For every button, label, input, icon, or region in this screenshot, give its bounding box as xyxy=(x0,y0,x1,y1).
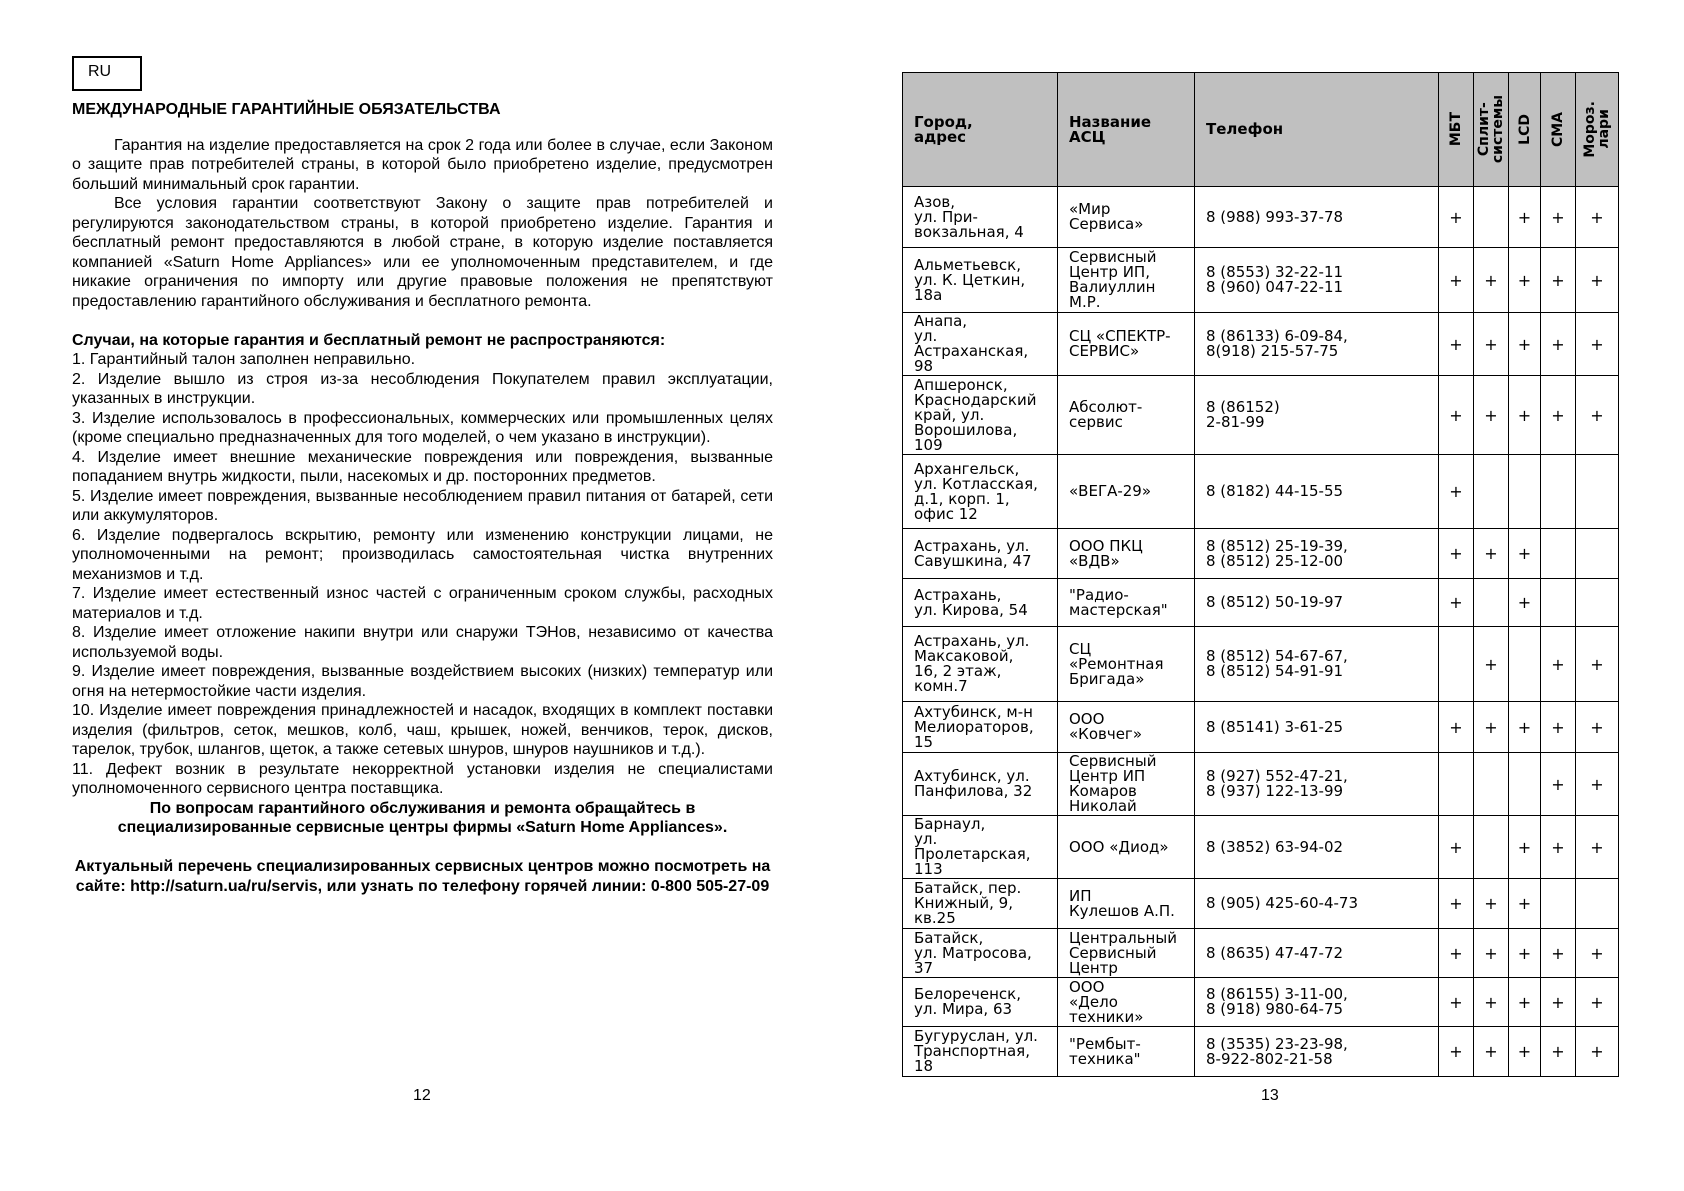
cell-availability-mark: + xyxy=(1541,376,1576,455)
cell-name: Сервисный Центр ИП, Валиуллин М.Р. xyxy=(1058,248,1195,313)
table-row xyxy=(903,376,1619,455)
exclusion-item: 1. Гарантийный талон заполнен неправильно. xyxy=(72,351,416,368)
contact-note: По вопросам гарантийного обслуживания и ремонта обращайтесь в специализированные сервисные центры фирмы «Saturn Home Appliances». xyxy=(117,799,728,836)
cell-availability-mark xyxy=(1576,455,1619,529)
cell-name: ООО ПКЦ «ВДВ» xyxy=(1058,529,1195,579)
cell-name: "Радио- мастерская" xyxy=(1058,579,1195,627)
exclusion-item: 10. Изделие имеет повреждения принадлежностей и насадок, входящих в комплект поставки изделия (фильтров, сеток, мешков, колб, чаш, крышек, ножей, венчиков, терок, дисков, тарелок, трубок, шлангов, щеток, а также сетевых шнуров, шнуров наушников и т.д.). xyxy=(72,702,773,758)
cell-name: Абсолют- сервис xyxy=(1058,376,1195,455)
cell-availability-mark xyxy=(1541,529,1576,579)
header-sma: СМА xyxy=(1550,111,1566,148)
cell-name: ООО «Диод» xyxy=(1058,816,1195,879)
cell-availability-mark: + xyxy=(1439,248,1474,313)
cell-availability-mark: + xyxy=(1439,879,1474,929)
cell-city: Апшеронск, Краснодарский край, ул. Ворошилова, 109 xyxy=(903,376,1058,455)
cell-phone: 8 (3535) 23-23-98, 8-922-802-21-58 xyxy=(1195,1027,1439,1077)
cell-name: Сервисный Центр ИП Комаров Николай xyxy=(1058,753,1195,816)
cell-availability-mark: + xyxy=(1576,702,1619,753)
cell-city: Бугуруслан, ул. Транспортная, 18 xyxy=(903,1027,1058,1077)
cell-availability-mark: + xyxy=(1541,978,1576,1027)
cell-availability-mark: + xyxy=(1474,702,1509,753)
table-row xyxy=(903,627,1619,702)
cell-availability-mark: + xyxy=(1439,1027,1474,1077)
cell-city: Барнаул, ул. Пролетарская, 113 xyxy=(903,816,1058,879)
cell-availability-mark: + xyxy=(1509,376,1541,455)
cell-availability-mark: + xyxy=(1541,753,1576,816)
cell-availability-mark: + xyxy=(1576,627,1619,702)
cell-availability-mark: + xyxy=(1509,187,1541,248)
exclusion-item: 11. Дефект возник в результате некорректной установки изделия не специалистами уполномоченного сервисного центра поставщика. xyxy=(72,760,773,797)
cell-availability-mark: + xyxy=(1439,929,1474,978)
cell-availability-mark: + xyxy=(1509,579,1541,627)
cell-availability-mark: + xyxy=(1474,248,1509,313)
exclusion-item: 3. Изделие использовалось в профессиональных, коммерческих или промышленных целях (кроме специально предназначенных для того моделей, о чем указано в инструкции). xyxy=(72,409,773,446)
cell-city: Астрахань, ул. Савушкина, 47 xyxy=(903,529,1058,579)
cell-city: Анапа, ул. Астраханская, 98 xyxy=(903,313,1058,376)
header-lcd: LCD xyxy=(1516,114,1533,145)
warranty-paragraph-1: Гарантия на изделие предоставляется на срок 2 года или более в случае, если Законом о защите прав потребителей страны, в которой было приобретено изделие, предусмотрен больший минимальный срок гарантии. xyxy=(72,136,773,193)
exclusion-item: 8. Изделие имеет отложение накипи внутри или снаружи ТЭНов, независимо от качества используемой воды. xyxy=(72,624,773,661)
cell-availability-mark xyxy=(1509,455,1541,529)
cell-availability-mark: + xyxy=(1439,313,1474,376)
cell-phone: 8 (85141) 3-61-25 xyxy=(1195,702,1439,753)
cell-availability-mark: + xyxy=(1541,187,1576,248)
cell-availability-mark: + xyxy=(1509,529,1541,579)
exclusion-item: 5. Изделие имеет повреждения, вызванные несоблюдением правил питания от батарей, сети или аккумуляторов. xyxy=(72,487,773,524)
cell-availability-mark: + xyxy=(1509,816,1541,879)
cell-availability-mark: + xyxy=(1439,455,1474,529)
cell-phone: 8 (8512) 50-19-97 xyxy=(1195,579,1439,627)
cell-name: «ВЕГА-29» xyxy=(1058,455,1195,529)
table-row xyxy=(903,816,1619,879)
cell-availability-mark: + xyxy=(1576,187,1619,248)
cell-availability-mark: + xyxy=(1576,978,1619,1027)
table-row xyxy=(903,1027,1619,1077)
page-number-right: 13 xyxy=(1261,1087,1279,1104)
header-phone: Телефон xyxy=(1195,73,1439,187)
cell-availability-mark: + xyxy=(1541,627,1576,702)
cell-phone: 8 (86152) 2-81-99 xyxy=(1195,376,1439,455)
cell-availability-mark: + xyxy=(1509,929,1541,978)
warranty-page xyxy=(72,100,773,896)
cell-availability-mark: + xyxy=(1439,978,1474,1027)
cell-availability-mark: + xyxy=(1576,753,1619,816)
cell-city: Батайск, ул. Матросова, 37 xyxy=(903,929,1058,978)
exclusion-item: 4. Изделие имеет внешние механические повреждения или повреждения, вызванные попаданием внутрь жидкости, пыли, насекомых и др. посторонних предметов. xyxy=(72,448,773,485)
header-name: Название АСЦ xyxy=(1058,73,1195,187)
cell-phone: 8 (86133) 6-09-84, 8(918) 215-57-75 xyxy=(1195,313,1439,376)
cell-availability-mark: + xyxy=(1474,879,1509,929)
exclusion-item: 7. Изделие имеет естественный износ частей с ограниченным сроком службы, расходных материалов и т.д. xyxy=(72,585,773,622)
cell-availability-mark xyxy=(1474,187,1509,248)
cell-phone: 8 (86155) 3-11-00, 8 (918) 980-64-75 xyxy=(1195,978,1439,1027)
cell-availability-mark xyxy=(1576,579,1619,627)
cell-name: "Рембыт- техника" xyxy=(1058,1027,1195,1077)
cell-phone: 8 (927) 552-47-21, 8 (937) 122-13-99 xyxy=(1195,753,1439,816)
page-title: МЕЖДУНАРОДНЫЕ ГАРАНТИЙНЫЕ ОБЯЗАТЕЛЬСТВА xyxy=(72,101,501,118)
cell-name: Центральный Сервисный Центр xyxy=(1058,929,1195,978)
table-row xyxy=(903,248,1619,313)
cell-phone: 8 (8182) 44-15-55 xyxy=(1195,455,1439,529)
cell-phone: 8 (3852) 63-94-02 xyxy=(1195,816,1439,879)
cell-availability-mark: + xyxy=(1439,702,1474,753)
header-split: Сплит- системы xyxy=(1476,95,1506,164)
hotline-note: Актуальный перечень специализированных сервисных центров можно посмотреть на сайте: http://saturn.ua/ru/servis, или узнать по телефону горячей линии: 0-800 505-27-09 xyxy=(74,858,771,895)
cell-name: ИП Кулешов А.П. xyxy=(1058,879,1195,929)
table-row xyxy=(903,313,1619,376)
language-label: RU xyxy=(72,56,142,91)
cell-availability-mark xyxy=(1439,627,1474,702)
table-row xyxy=(903,455,1619,529)
table-row xyxy=(903,579,1619,627)
cell-availability-mark xyxy=(1474,579,1509,627)
cell-availability-mark: + xyxy=(1509,248,1541,313)
exclusion-item: 6. Изделие подвергалось вскрытию, ремонту или изменению конструкции лицами, не уполномоченными на ремонт; производилась самостоятельная чистка внутренних механизмов и т.д. xyxy=(72,526,773,583)
cell-availability-mark: + xyxy=(1474,313,1509,376)
cell-availability-mark xyxy=(1576,529,1619,579)
cell-availability-mark: + xyxy=(1474,978,1509,1027)
cell-name: ООО «Ковчег» xyxy=(1058,702,1195,753)
cell-availability-mark: + xyxy=(1541,248,1576,313)
cell-phone: 8 (8512) 25-19-39, 8 (8512) 25-12-00 xyxy=(1195,529,1439,579)
cell-availability-mark xyxy=(1474,816,1509,879)
cell-availability-mark: + xyxy=(1439,816,1474,879)
cell-city: Альметьевск, ул. К. Цеткин, 18а xyxy=(903,248,1058,313)
cell-availability-mark: + xyxy=(1541,313,1576,376)
cell-availability-mark: + xyxy=(1474,376,1509,455)
cell-availability-mark: + xyxy=(1509,702,1541,753)
cell-availability-mark xyxy=(1474,455,1509,529)
cell-city: Ахтубинск, м-н Мелиораторов, 15 xyxy=(903,702,1058,753)
cell-name: СЦ «СПЕКТР- СЕРВИС» xyxy=(1058,313,1195,376)
cell-name: СЦ «Ремонтная Бригада» xyxy=(1058,627,1195,702)
exclusions-title: Случаи, на которые гарантия и бесплатный ремонт не распространяются: xyxy=(72,331,666,349)
table-row xyxy=(903,879,1619,929)
cell-availability-mark: + xyxy=(1474,529,1509,579)
service-centers-table xyxy=(902,72,1619,1077)
cell-availability-mark xyxy=(1576,879,1619,929)
cell-availability-mark: + xyxy=(1541,929,1576,978)
cell-availability-mark: + xyxy=(1509,313,1541,376)
cell-city: Белореченск, ул. Мира, 63 xyxy=(903,978,1058,1027)
cell-availability-mark: + xyxy=(1576,248,1619,313)
cell-availability-mark: + xyxy=(1541,816,1576,879)
cell-phone: 8 (8553) 32-22-11 8 (960) 047-22-11 xyxy=(1195,248,1439,313)
cell-city: Астрахань, ул. Кирова, 54 xyxy=(903,579,1058,627)
cell-city: Ахтубинск, ул. Панфилова, 32 xyxy=(903,753,1058,816)
cell-availability-mark xyxy=(1509,627,1541,702)
table-header-row xyxy=(903,73,1619,187)
cell-phone: 8 (988) 993-37-78 xyxy=(1195,187,1439,248)
cell-availability-mark: + xyxy=(1576,376,1619,455)
cell-availability-mark: + xyxy=(1576,1027,1619,1077)
exclusion-item: 2. Изделие вышло из строя из-за несоблюдения Покупателем правил эксплуатации, указанных в инструкции. xyxy=(72,370,773,407)
cell-city: Архангельск, ул. Котласская, д.1, корп. 1, офис 12 xyxy=(903,455,1058,529)
table-row xyxy=(903,978,1619,1027)
cell-availability-mark: + xyxy=(1509,1027,1541,1077)
cell-city: Батайск, пер. Книжный, 9, кв.25 xyxy=(903,879,1058,929)
cell-availability-mark: + xyxy=(1439,376,1474,455)
cell-availability-mark: + xyxy=(1509,879,1541,929)
cell-availability-mark: + xyxy=(1509,978,1541,1027)
cell-availability-mark: + xyxy=(1439,529,1474,579)
cell-availability-mark: + xyxy=(1439,187,1474,248)
header-mbt: МБТ xyxy=(1448,112,1464,147)
cell-name: «Мир Сервиса» xyxy=(1058,187,1195,248)
table-row xyxy=(903,753,1619,816)
cell-phone: 8 (8512) 54-67-67, 8 (8512) 54-91-91 xyxy=(1195,627,1439,702)
cell-availability-mark: + xyxy=(1576,313,1619,376)
cell-availability-mark xyxy=(1439,753,1474,816)
cell-availability-mark: + xyxy=(1576,929,1619,978)
cell-name: ООО «Дело техники» xyxy=(1058,978,1195,1027)
cell-city: Азов, ул. При- вокзальная, 4 xyxy=(903,187,1058,248)
cell-availability-mark: + xyxy=(1541,702,1576,753)
table-row xyxy=(903,529,1619,579)
cell-availability-mark: + xyxy=(1439,579,1474,627)
cell-availability-mark: + xyxy=(1576,816,1619,879)
cell-city: Астрахань, ул. Максаковой, 16, 2 этаж, комн.7 xyxy=(903,627,1058,702)
warranty-paragraph-2: Все условия гарантии соответствуют Закону о защите прав потребителей и регулируются законодательством страны, в которой приобретено изделие. Гарантия и бесплатный ремонт предоставляются в любой стране, в которую изделие поставляется компанией «Saturn Home Appliances» или ее уполномоченным представителем, и где никакие ограничения по импорту или другие правовые положения не препятствуют предоставлению гарантийного обслуживания и бесплатного ремонта. xyxy=(72,195,773,310)
header-freezers: Мороз. лари xyxy=(1582,101,1612,158)
exclusion-item: 9. Изделие имеет повреждения, вызванные воздействием высоких (низких) температур или огня на нетермостойкие части изделия. xyxy=(72,663,773,700)
cell-availability-mark xyxy=(1541,879,1576,929)
page-number-left: 12 xyxy=(413,1087,431,1104)
cell-availability-mark xyxy=(1541,579,1576,627)
exclusions-list xyxy=(72,350,773,799)
table-row xyxy=(903,702,1619,753)
cell-availability-mark: + xyxy=(1474,929,1509,978)
header-city: Город, адрес xyxy=(903,73,1058,187)
table-row xyxy=(903,187,1619,248)
cell-availability-mark xyxy=(1474,753,1509,816)
cell-availability-mark: + xyxy=(1474,627,1509,702)
cell-availability-mark xyxy=(1509,753,1541,816)
cell-availability-mark: + xyxy=(1474,1027,1509,1077)
cell-phone: 8 (905) 425-60-4-73 xyxy=(1195,879,1439,929)
cell-availability-mark: + xyxy=(1541,1027,1576,1077)
table-row xyxy=(903,929,1619,978)
cell-phone: 8 (8635) 47-47-72 xyxy=(1195,929,1439,978)
cell-availability-mark xyxy=(1541,455,1576,529)
